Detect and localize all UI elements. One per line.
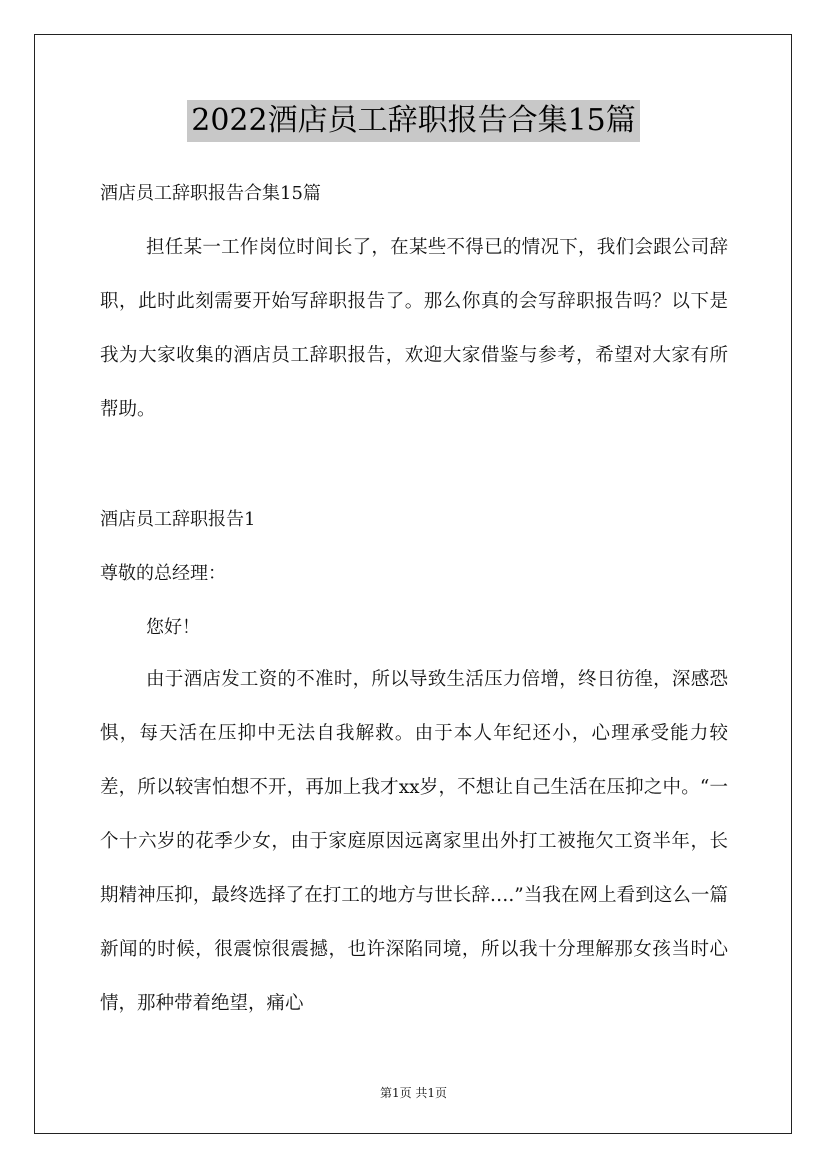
document-title: 2022酒店员工辞职报告合集15篇 [187,100,640,142]
greeting: 您好！ [146,617,200,638]
section-heading: 酒店员工辞职报告1 [100,509,256,530]
intro-paragraph: 担任某一工作岗位时间长了，在某些不得已的情况下，我们会跟公司辞职，此时此刻需要开始写辞职报告了。那么你真的会写辞职报告吗？以下是我为大家收集的酒店员工辞职报告，欢迎大家借鉴与参考，希望对大家有所帮助。 [100,237,728,420]
body-paragraph: 由于酒店发工资的不准时，所以导致生活压力倍增，终日彷徨，深感恐惧，每天活在压抑中无法自我解救。由于本人年纪还小，心理承受能力较差，所以较害怕想不开，再加上我才xx岁，不想让自己生活在压抑之中。“一个十六岁的花季少女，由于家庭原因远离家里出外打工被拖欠工资半年，长期精神压抑，最终选择了在打工的地方与世长辞….”当我在网上看到这么一篇新闻的时候，很震惊很震撼，也许深陷同境，所以我十分理解那女孩当时心情，那种带着绝望，痛心 [100,669,728,1014]
title-container [0,100,827,142]
salutation: 尊敬的总经理： [100,563,226,584]
page-footer: 第1页 共1页 [379,1086,448,1100]
document-subtitle: 酒店员工辞职报告合集15篇 [100,183,321,204]
